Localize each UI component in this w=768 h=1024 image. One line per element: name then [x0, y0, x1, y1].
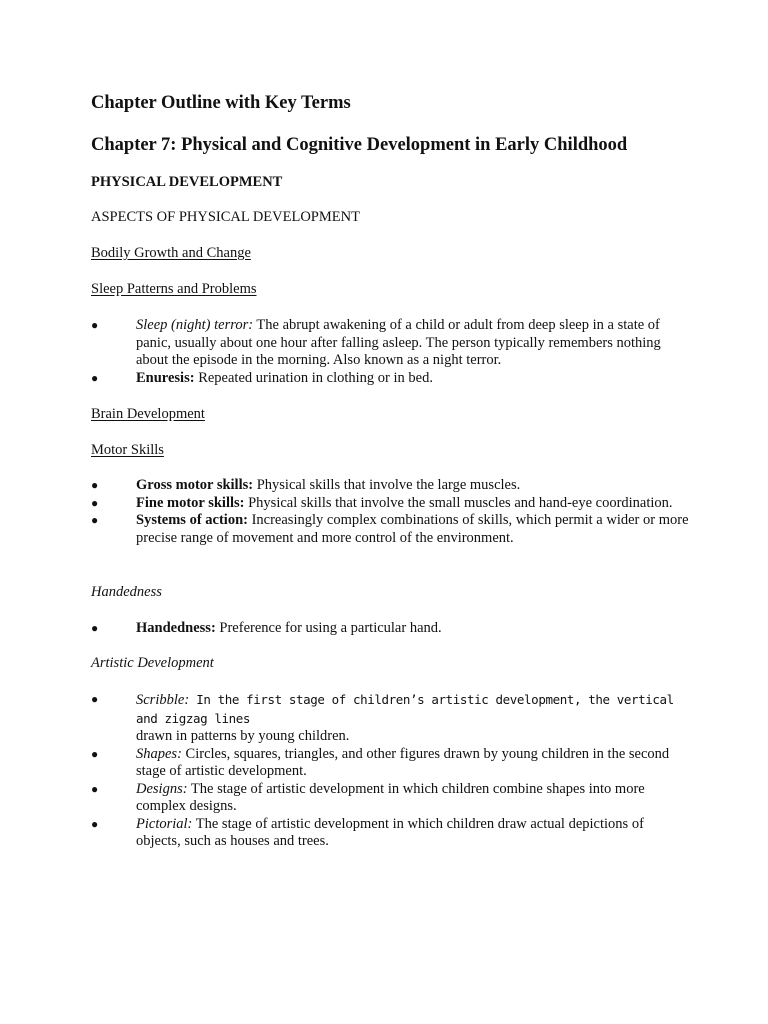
term-label: Systems of action:: [136, 512, 248, 528]
page-title: Chapter Outline with Key Terms: [91, 93, 351, 113]
heading-artistic-development: Artistic Development: [91, 655, 214, 671]
heading-brain-development: Brain Development: [91, 406, 205, 422]
term-definition: Circles, squares, triangles, and other figures drawn by young children in the second stage of artistic development.: [136, 745, 670, 779]
term-definition: The stage of artistic development in which children combine shapes into more complex designs.: [136, 780, 645, 814]
list-item: [91, 370, 691, 388]
heading-sleep-patterns: Sleep Patterns and Problems: [91, 281, 257, 297]
bullet-icon: ●: [91, 692, 99, 706]
list-item: [91, 477, 691, 495]
list-item: [91, 317, 691, 370]
bullet-icon: ●: [91, 318, 99, 332]
term-label: Pictorial:: [136, 815, 193, 832]
term-label: Handedness:: [136, 620, 216, 636]
term-definition: Repeated urination in clothing or in bed.: [194, 369, 433, 386]
artistic-terms-list: [91, 691, 691, 851]
term-definition: Increasingly complex combinations of skills, which permit a wider or more precise range of movement and more control of the environment.: [136, 512, 689, 546]
bullet-icon: ●: [91, 513, 99, 527]
section-heading: PHYSICAL DEVELOPMENT: [91, 174, 283, 190]
term-definition: Preference for using a particular hand.: [215, 620, 442, 636]
subsection-heading: ASPECTS OF PHYSICAL DEVELOPMENT: [91, 209, 360, 225]
handedness-terms-list: [91, 620, 691, 638]
list-item: [91, 495, 691, 513]
term-definition: Physical skills that involve the small muscles and hand-eye coordination.: [244, 494, 673, 511]
heading-motor-skills: Motor Skills: [91, 442, 164, 458]
bullet-icon: ●: [91, 478, 99, 492]
term-label: Shapes:: [136, 745, 182, 762]
term-definition: Physical skills that involve the large muscles.: [253, 477, 521, 493]
bullet-icon: ●: [91, 621, 99, 635]
heading-handedness: Handedness: [91, 584, 162, 600]
term-label: Fine motor skills:: [136, 494, 245, 511]
list-item: [91, 620, 691, 638]
list-item: [91, 781, 691, 816]
bullet-icon: ●: [91, 746, 99, 761]
chapter-heading: Chapter 7: Physical and Cognitive Development in Early Childhood: [91, 135, 628, 155]
list-item: [91, 746, 691, 781]
bullet-icon: ●: [91, 495, 99, 510]
term-label: Enuresis:: [136, 369, 195, 386]
term-label: Gross motor skills:: [136, 477, 254, 493]
term-label: Sleep (night) terror:: [136, 317, 254, 333]
list-item: [91, 816, 691, 851]
list-item: [91, 691, 691, 746]
bullet-icon: ●: [91, 816, 99, 831]
term-label: Scribble:: [136, 692, 190, 708]
bullet-icon: ●: [91, 370, 99, 385]
sleep-terms-list: [91, 317, 691, 387]
list-item: [91, 512, 691, 547]
term-definition: The abrupt awakening of a child or adult from deep sleep in a state of panic, usually about one hour after falling asleep. The person typically remembers nothing about the episode in the morning. Also known as a night terror.: [136, 317, 661, 368]
motor-terms-list: [91, 477, 691, 547]
term-definition-continued: drawn in patterns by young children.: [136, 728, 350, 744]
heading-bodily-growth: Bodily Growth and Change: [91, 245, 251, 261]
term-definition: In the first stage of children’s artistic development, the vertical and zigzag lines: [136, 692, 674, 726]
term-label: Designs:: [136, 780, 188, 797]
term-definition: The stage of artistic development in which children draw actual depictions of objects, such as houses and trees.: [136, 815, 644, 849]
bullet-icon: ●: [91, 781, 99, 796]
